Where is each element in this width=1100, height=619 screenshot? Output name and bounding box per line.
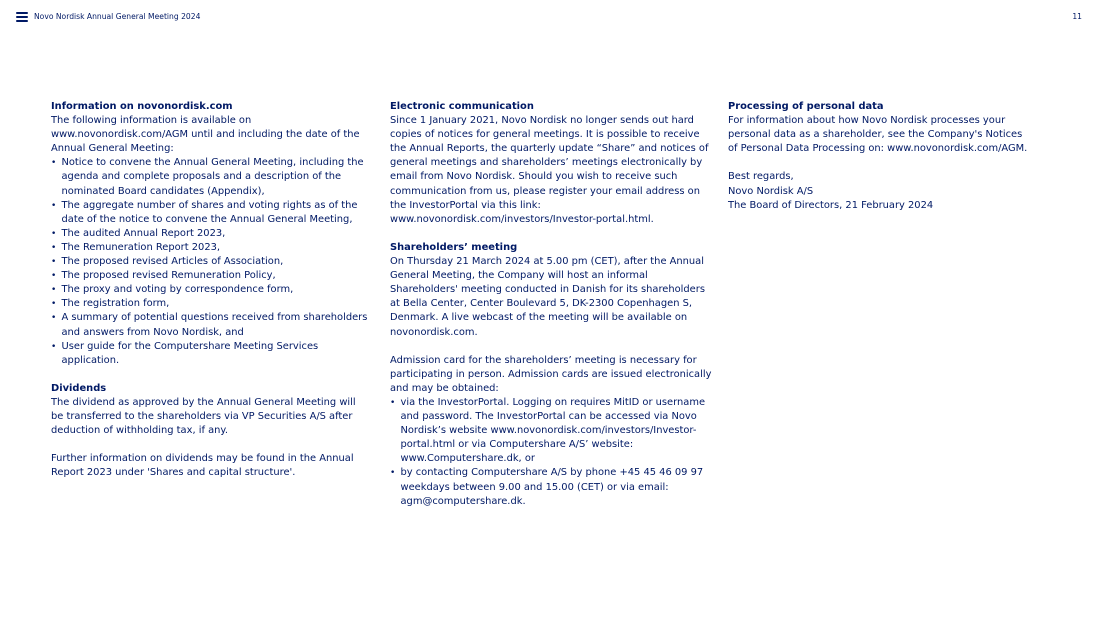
dividends-further-text: Further information on dividends may be found in the Annual Report 2023 under 'Shares and capital structure'. [51, 453, 354, 479]
dividends-text: The dividend as approved by the Annual General Meeting will be transferred to the shareholders via VP Securities A/S after deduction of withholding tax, if any. [51, 396, 356, 437]
list-item: • The registration form, [51, 297, 371, 311]
admission-list [390, 396, 715, 509]
dividends-section [51, 382, 371, 438]
regards-text: Best regards, [728, 171, 794, 183]
info-list [51, 156, 371, 367]
page-number: 11 [1072, 12, 1082, 21]
meeting-heading: Shareholders’ meeting [390, 241, 518, 253]
list-item: • The proxy and voting by correspondence form, [51, 283, 371, 297]
list-item: • The audited Annual Report 2023, [51, 227, 371, 241]
admission-intro: Admission card for the shareholders’ meeting is necessary for participating in person. Admission cards are issued electronically and may be obtained: [390, 354, 712, 394]
document-title: Novo Nordisk Annual General Meeting 2024 [34, 12, 201, 21]
list-item: • via the InvestorPortal. Logging on requires MitID or username and password. The InvestorPortal can be accessed via Novo Nordisk’s website www.novonordisk.com/investors/Investor-portal.html or via Computershare A/S’ website: www.Computershare.dk, or [390, 396, 715, 466]
hamburger-menu-icon[interactable] [16, 12, 28, 22]
signoff-board: The Board of Directors, 21 February 2024 [728, 199, 934, 211]
top-bar [0, 0, 1100, 34]
electronic-heading: Electronic communication [390, 101, 534, 112]
dividends-heading: Dividends [51, 382, 107, 394]
column-middle [390, 100, 715, 523]
meeting-section [390, 241, 715, 340]
electronic-text: Since 1 January 2021, Novo Nordisk no longer sends out hard copies of notices for general meetings. It is possible to receive the Annual Reports, the quarterly update “Share” and notices of general meetings and shareholders’ meetings electronically by email from Novo Nordisk. Should you wish to receive such communication from us, please register your email address on the InvestorPortal via this link: www.novonordisk.com/investors/Investor-portal.html. [390, 115, 709, 225]
admission-section [390, 354, 715, 509]
list-item: • A summary of potential questions received from shareholders and answers from Novo Nordisk, and [51, 311, 371, 339]
list-item: • Notice to convene the Annual General Meeting, including the agenda and complete proposals and a description of the nominated Board candidates (Appendix), [51, 156, 371, 198]
list-item: • The aggregate number of shares and voting rights as of the date of the notice to convene the Annual General Meeting, [51, 199, 371, 227]
info-heading: Information on novonordisk.com [51, 101, 233, 112]
info-intro: The following information is available on www.novonordisk.com/AGM until and including the date of the Annual General Meeting: [51, 115, 360, 155]
signoff-company: Novo Nordisk A/S [728, 185, 814, 197]
privacy-section [728, 100, 1033, 156]
column-left [51, 100, 371, 495]
list-item: • by contacting Computershare A/S by phone +45 45 46 09 97 weekdays between 9.00 and 15.00 (CET) or via email: agm@computershare.dk. [390, 466, 715, 508]
info-section [51, 100, 371, 368]
signature-section [728, 170, 1033, 212]
list-item: • The Remuneration Report 2023, [51, 241, 371, 255]
electronic-section [390, 100, 715, 227]
list-item: • The proposed revised Remuneration Policy, [51, 269, 371, 283]
privacy-text: For information about how Novo Nordisk processes your personal data as a shareholder, see the Company's Notices of Personal Data Processing on: www.novonordisk.com/AGM. [728, 115, 1028, 155]
dividends-further-section [51, 452, 371, 480]
privacy-heading: Processing of personal data [728, 101, 884, 112]
list-item: • User guide for the Computershare Meeting Services application. [51, 340, 371, 368]
column-right [728, 100, 1033, 227]
meeting-text: On Thursday 21 March 2024 at 5.00 pm (CET), after the Annual General Meeting, the Company will host an informal Shareholders' meeting conducted in Danish for its shareholders at Bella Center, Center Boulevard 5, DK-2300 Copenhagen S, Denmark. A live webcast of the meeting will be available on novonordisk.com. [390, 256, 705, 338]
list-item: • The proposed revised Articles of Association, [51, 255, 371, 269]
